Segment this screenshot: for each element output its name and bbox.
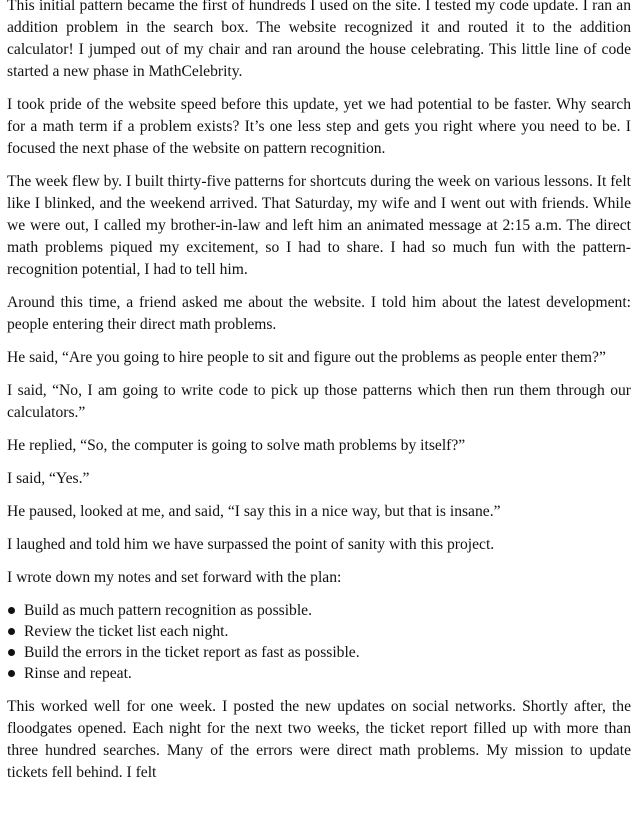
- paragraph-first-pattern: This initial pattern became the first of hundreds I used on the site. I tested my code update. I ran an addition problem in the search box. The website recognized it and routed it to the addition calculator! I jumped out of my chair and ran around the house celebrating. This little line of code started a new phase in MathCelebrity.: [7, 0, 631, 80]
- list-item: [7, 621, 631, 642]
- paragraph-yes-quote: I said, “Yes.”: [7, 470, 90, 487]
- document-page: [7, 0, 631, 784]
- list-item-text: Build as much pattern recognition as possible.: [24, 602, 312, 619]
- bullet-dot-icon: [8, 607, 15, 614]
- paragraph-hire-people-quote: He said, “Are you going to hire people to sit and figure out the problems as people enter them?”: [7, 349, 606, 366]
- plan-bullet-list: [7, 600, 631, 684]
- paragraph-website-speed: I took pride of the website speed before this update, yet we had potential to be faster. Why search for a math term if a problem exists? It’s one less step and gets you right where you need to be. I focused the next phase of the website on pattern recognition.: [7, 96, 631, 157]
- list-item: [7, 642, 631, 663]
- paragraph-notes-plan: I wrote down my notes and set forward with the plan:: [7, 569, 342, 586]
- paragraph-worked-well: This worked well for one week. I posted the new updates on social networks. Shortly after, the floodgates opened. Each night for the next two weeks, the ticket report filled up with more than three hundred searches. Many of the errors were direct math problems. My mission to update tickets fell behind. I felt: [7, 698, 631, 781]
- paragraph-write-code-quote: I said, “No, I am going to write code to pick up those patterns which then run them through our calculators.”: [7, 382, 631, 421]
- list-item-text: Build the errors in the ticket report as fast as possible.: [24, 644, 360, 661]
- paragraph-week-flew-by: The week flew by. I built thirty-five patterns for shortcuts during the week on various lessons. It felt like I blinked, and the weekend arrived. That Saturday, my wife and I went out with friends. While we were out, I called my brother-in-law and left him an animated message at 2:15 a.m. The direct math problems piqued my excitement, so I had to share. I had so much fun with the pattern-recognition potential, I had to tell him.: [7, 173, 631, 278]
- bullet-dot-icon: [8, 649, 15, 656]
- list-item: [7, 663, 631, 684]
- paragraph-computer-solve-quote: He replied, “So, the computer is going to solve math problems by itself?”: [7, 437, 466, 454]
- list-item: [7, 600, 631, 621]
- bullet-dot-icon: [8, 628, 15, 635]
- list-item-text: Rinse and repeat.: [24, 665, 132, 682]
- bullet-dot-icon: [8, 670, 15, 677]
- paragraph-laughed: I laughed and told him we have surpassed the point of sanity with this project.: [7, 536, 495, 553]
- paragraph-insane-quote: He paused, looked at me, and said, “I say this in a nice way, but that is insane.”: [7, 503, 501, 520]
- paragraph-friend-asked: Around this time, a friend asked me about the website. I told him about the latest development: people entering their direct math problems.: [7, 294, 631, 333]
- list-item-text: Review the ticket list each night.: [24, 623, 229, 640]
